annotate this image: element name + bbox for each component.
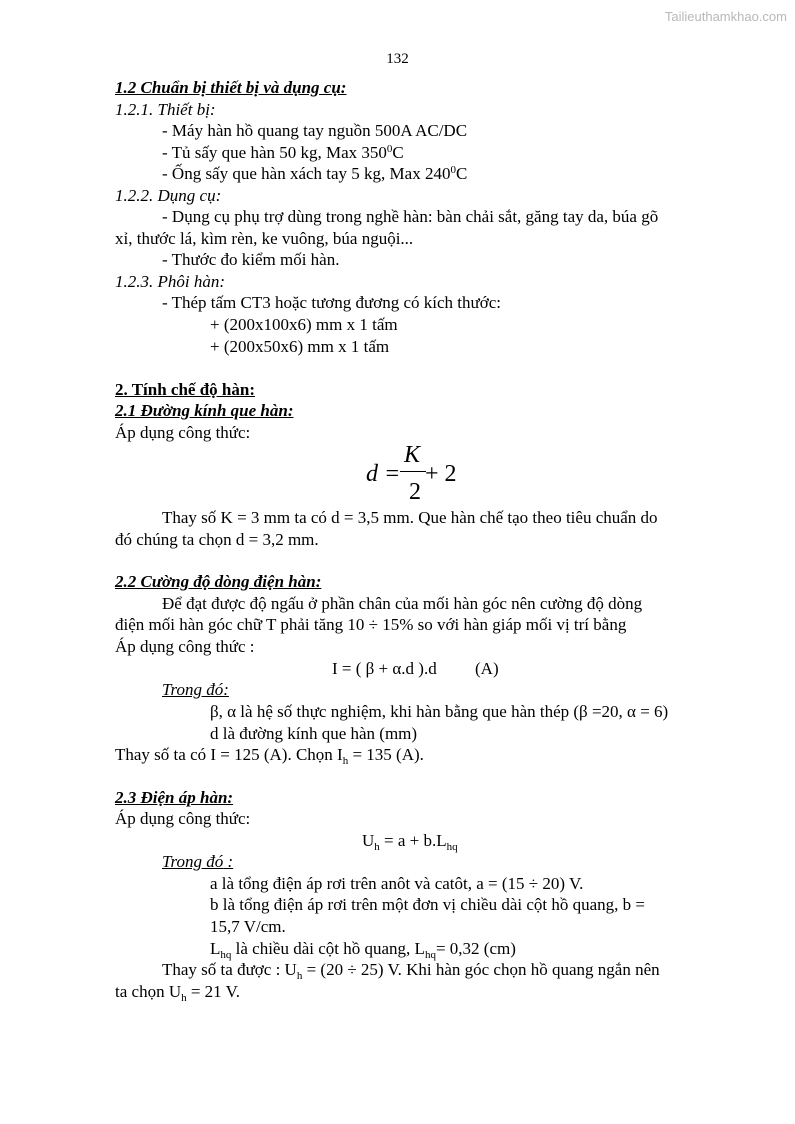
apply-formula-text: Áp dụng công thức: [115, 809, 251, 828]
list-item: - Thước đo kiểm mối hàn. [162, 250, 340, 269]
formula-d-numerator: K [404, 442, 421, 468]
section-2-3-title: 2.3 Điện áp hàn: [115, 788, 234, 807]
paragraph-line: điện mối hàn góc chữ T phải tăng 10 ÷ 15% so với hàn giáp mối vị trí bằng [115, 615, 627, 634]
definition-line: $L_{hq}$ là chiều dài cột hồ quang, $L_{hq}= 0,32$ (cm) [210, 939, 516, 961]
formula-d-denominator: 2 [409, 479, 421, 505]
section-2-title: 2. Tính chế độ hàn: [115, 380, 255, 399]
formula-d-plus: + 2 [425, 461, 457, 487]
fraction-bar [400, 471, 426, 472]
heading-1-2-1: 1.2.1. Thiết bị: [115, 100, 216, 119]
apply-formula-text: Áp dụng công thức: [115, 423, 251, 442]
page-number: 132 [386, 51, 409, 67]
list-item: - Thép tấm CT3 hoặc tương đương có kích thước: [162, 293, 501, 312]
where-label: Trong đó: [162, 680, 229, 699]
paragraph-line: Để đạt được độ ngấu ở phần chân của mối hàn góc nên cường độ dòng [162, 594, 643, 613]
apply-formula-text: Áp dụng công thức : [115, 637, 255, 656]
list-item-continuation: xỉ, thước lá, kìm rèn, ke vuông, búa nguội... [115, 229, 414, 248]
definition-line: b là tổng điện áp rơi trên một đơn vị chiều dài cột hồ quang, b = [210, 895, 646, 914]
sub-list-item: + (200x100x6) mm x 1 tấm [210, 315, 398, 334]
section-1-2-title: 1.2 Chuẩn bị thiết bị và dụng cụ: [115, 78, 347, 97]
formula-current-unit: (A) [475, 659, 499, 678]
definition-line: β, α là hệ số thực nghiệm, khi hàn bằng que hàn thép (β =20, α = 6) [210, 702, 669, 721]
heading-1-2-3: 1.2.3. Phôi hàn: [115, 272, 226, 291]
watermark: Tailieuthamkhao.com [664, 9, 787, 24]
formula-current: I = ( β + α.d ).d [332, 659, 437, 678]
paragraph-line: Thay số K = 3 mm ta có d = 3,5 mm. Que hàn chế tạo theo tiêu chuẩn do [162, 508, 658, 527]
section-2-2-title: 2.2 Cường độ dòng điện hàn: [115, 572, 322, 591]
formula-voltage: $U_h = a + b.L_{hq}$ [362, 831, 458, 853]
result-line: Thay số ta có I = 125 (A). Chọn $I_h = 135$ (A). [115, 745, 424, 767]
list-item: - Dụng cụ phụ trợ dùng trong nghề hàn: bàn chải sắt, găng tay da, búa gõ [162, 207, 659, 226]
list-item: - Tủ sấy que hàn 50 kg, Max $350^0C$ [162, 143, 404, 162]
formula-d-lhs: d = [366, 461, 401, 487]
definition-line: d là đường kính que hàn (mm) [210, 724, 418, 743]
list-item: - Máy hàn hồ quang tay nguồn 500A AC/DC [162, 121, 468, 140]
paragraph-line: Thay số ta được : $U_h = (20 \div 25)$ V. Khi hàn góc chọn hồ quang ngắn nên [162, 960, 660, 982]
definition-line: 15,7 V/cm. [210, 917, 286, 936]
where-label: Trong đó : [162, 852, 234, 871]
list-item: - Ống sấy que hàn xách tay 5 kg, Max $240^0C$ [162, 164, 468, 183]
sub-list-item: + (200x50x6) mm x 1 tấm [210, 337, 390, 356]
paragraph-line: đó chúng ta chọn d = 3,2 mm. [115, 530, 319, 549]
paragraph-line: ta chọn $U_h = 21$ V. [115, 982, 240, 1004]
heading-1-2-2: 1.2.2. Dụng cụ: [115, 186, 222, 205]
definition-line: a là tổng điện áp rơi trên anôt và catôt, a = (15 ÷ 20) V. [210, 874, 584, 893]
section-2-1-title: 2.1 Đường kính que hàn: [115, 401, 294, 420]
